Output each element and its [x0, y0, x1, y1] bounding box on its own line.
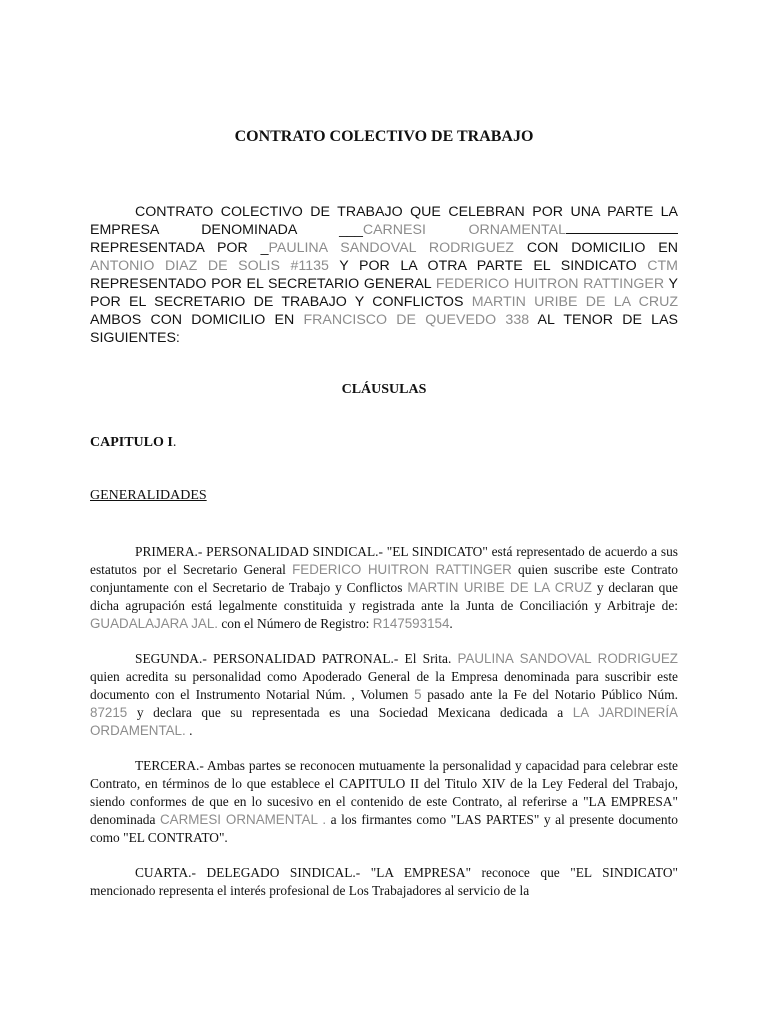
clause-field: 87215 — [90, 705, 128, 720]
clause-field: FEDERICO HUITRON RATTINGER — [292, 562, 512, 577]
representante-field: PAULINA SANDOVAL RODRIGUEZ — [268, 240, 514, 256]
intro-text-4: Y POR LA OTRA PARTE EL SINDICATO — [328, 258, 648, 274]
clause-field: PAULINA SANDOVAL RODRIGUEZ — [457, 651, 678, 666]
clause-cuarta — [90, 864, 678, 900]
clause-text: PRIMERA.- PERSONALIDAD SINDICAL.- "EL SINDICATO" está representado de acuerdo a sus estatutos por el Secretario General — [90, 544, 678, 577]
clauses-body — [90, 543, 678, 917]
intro-paragraph — [90, 203, 678, 347]
intro-text-1: CONTRATO COLECTIVO DE TRABAJO QUE CELEBRAN POR UNA PARTE LA EMPRESA DENOMINADA ___ — [90, 204, 678, 238]
clause-segunda — [90, 650, 678, 740]
clause-text: pasado ante la Fe del Notario Público Núm. — [421, 687, 678, 702]
intro-text-8: AL TENOR DE LAS SIGUIENTES: — [90, 312, 679, 346]
document-title: CONTRATO COLECTIVO DE TRABAJO — [234, 128, 534, 145]
clause-text: con el Número de Registro: — [218, 616, 373, 631]
clause-text: quien suscribe este Contrato conjuntamente con el Secretario de Trabajo y Conflictos — [90, 562, 678, 595]
clause-text: . — [449, 616, 453, 631]
section-heading: GENERALIDADES — [90, 488, 207, 503]
clause-field: GUADALAJARA JAL. — [90, 616, 219, 631]
domicilio-sindicato-field: FRANCISCO DE QUEVEDO 338 — [303, 312, 530, 328]
capitulo-heading — [90, 435, 176, 451]
intro-text-7: AMBOS CON DOMICILIO EN — [90, 312, 304, 328]
clause-text: quien acredita su personalidad como Apoderado General de la Empresa denominada para suscribir este documento con el Instrumento Notarial Núm. , Volumen — [90, 669, 678, 702]
clause-text: y declara que su representada es una Sociedad Mexicana dedicada a — [127, 705, 573, 720]
clause-text: TERCERA.- Ambas partes se reconocen mutuamente la personalidad y capacidad para celebrar este Contrato, en términos de lo que establece el CAPITULO II del Titulo XIV de la Ley Federal del Trabajo, siendo conformes de que en lo sucesivo en el contenido de este Contrato, al referirse a "LA EMPRESA" denominada — [90, 758, 678, 827]
clause-field: MARTIN URIBE DE LA CRUZ — [407, 580, 592, 595]
clause-text: SEGUNDA.- PERSONALIDAD PATRONAL.- El Srita. — [135, 651, 458, 666]
clause-field: R147593154 — [372, 616, 450, 631]
clause-text: CUARTA.- DELEGADO SINDICAL.- "LA EMPRESA" reconoce que "EL SINDICATO" mencionado representa el interés profesional de Los Trabajadores al servicio de la — [90, 865, 678, 898]
secretario-general-field: FEDERICO HUITRON RATTINGER — [435, 276, 665, 292]
empresa-field: CARNESI ORNAMENTAL — [362, 222, 566, 238]
clausulas-heading: CLÁUSULAS — [341, 382, 427, 397]
underline-blank — [566, 221, 678, 234]
clause-primera — [90, 543, 678, 633]
intro-text-2: REPRESENTADA POR _ — [90, 240, 269, 256]
clause-text: y declaran que dicha agrupación está legalmente constituida y registrada ante la Junta de Conciliación y Arbitraje de: — [90, 580, 679, 613]
clause-field: 5 — [414, 687, 422, 702]
intro-text-6: Y POR EL SECRETARIO DE TRABAJO Y CONFLICTOS — [90, 276, 678, 310]
capitulo-label: CAPITULO I — [90, 435, 173, 450]
clause-tercera — [90, 757, 678, 847]
clause-field: CARMESI ORNAMENTAL . — [160, 812, 327, 827]
intro-text-3: CON DOMICILIO EN — [513, 240, 678, 256]
clause-field: LA JARDINERÍA ORDAMENTAL. — [90, 705, 678, 738]
domicilio-empresa-field: ANTONIO DIAZ DE SOLIS #1135 — [90, 258, 329, 274]
capitulo-dot: . — [172, 435, 177, 450]
intro-text-5: REPRESENTADO POR EL SECRETARIO GENERAL — [90, 276, 436, 292]
secretario-trabajo-field: MARTIN URIBE DE LA CRUZ — [471, 294, 678, 310]
sindicato-field: CTM — [647, 258, 678, 274]
clause-text: a los firmantes como "LAS PARTES" y al presente documento como "EL CONTRATO". — [90, 812, 678, 845]
clause-text: . — [185, 723, 193, 738]
